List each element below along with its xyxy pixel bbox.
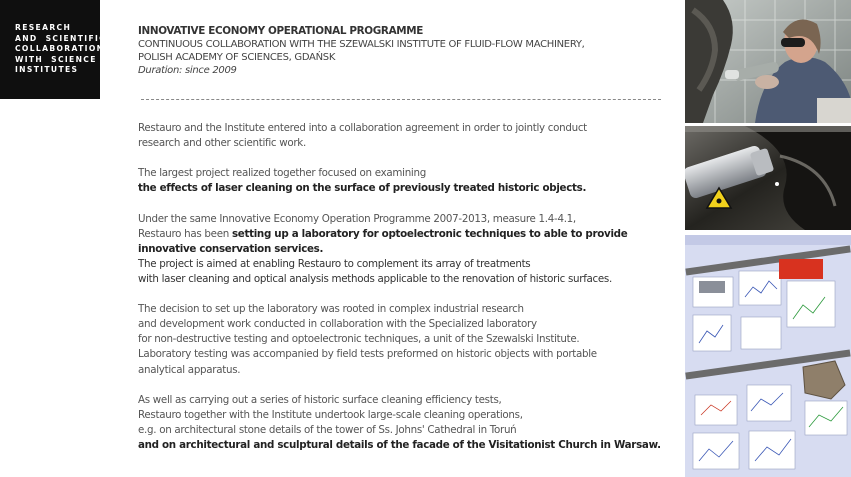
text-line xyxy=(138,227,678,242)
paragraph-laboratory xyxy=(138,212,678,287)
text-line: for non-destructive testing and optoelectronic techniques, a unit of the Szewalski Institute. xyxy=(138,333,580,346)
badge-line: COLLABORATION xyxy=(15,44,105,54)
text-line-bold: and on architectural and sculptural details of the facade of the Visitationist Church in Warsaw. xyxy=(138,438,661,451)
text-line: The largest project realized together focused on examining xyxy=(138,167,426,180)
dashed-divider xyxy=(141,99,661,100)
text-line-bold: the effects of laser cleaning on the surface of previously treated historic objects. xyxy=(138,182,587,195)
text-line: research and other scientific work. xyxy=(138,137,306,150)
badge-line: AND SCIENTIFIC xyxy=(15,33,107,43)
paragraph-cleaning-operations xyxy=(138,393,678,453)
programme-header xyxy=(138,25,678,77)
programme-subtitle-line2: POLISH ACADEMY OF SCIENCES, GDAŃSK xyxy=(138,52,336,63)
text-line: As well as carrying out a series of historic surface cleaning efficiency tests, xyxy=(138,393,502,406)
badge-line: RESEARCH xyxy=(15,23,72,32)
text-fragment-bold: setting up a laboratory for optoelectronic techniques to able to provide xyxy=(231,227,628,240)
text-line: The project is aimed at enabling Restauro to complement its array of treatments xyxy=(138,257,531,270)
text-line: analytical apparatus. xyxy=(138,363,241,376)
section-badge xyxy=(0,0,107,99)
badge-line: WITH SCIENCE xyxy=(15,54,97,64)
research-poster-illustration xyxy=(685,235,851,477)
text-line: The decision to set up the laboratory was rooted in complex industrial research xyxy=(138,303,524,316)
programme-subtitle-line1: CONTINUOUS COLLABORATION WITH THE SZEWALSKI INSTITUTE OF FLUID-FLOW MACHINERY, xyxy=(138,39,585,50)
badge-text xyxy=(15,23,107,76)
programme-title: INNOVATIVE ECONOMY OPERATIONAL PROGRAMME xyxy=(138,25,424,37)
laser-cleaning-illustration xyxy=(685,0,851,123)
badge-line: INSTITUTES xyxy=(15,65,79,75)
text-line-bold: innovative conservation services. xyxy=(138,242,324,255)
text-line: Laboratory testing was accompanied by field tests preformed on historic objects with portable xyxy=(138,348,597,361)
text-line: and development work conducted in collaboration with the Specialized laboratory xyxy=(138,318,537,331)
programme-duration: Duration: since 2009 xyxy=(138,65,237,76)
body-text xyxy=(138,121,678,468)
paragraph-decision xyxy=(138,302,678,377)
text-line: with laser cleaning and optical analysis methods applicable to the renovation of historic surfaces. xyxy=(138,272,612,285)
laser-head-illustration xyxy=(685,126,851,230)
laser-head-photo xyxy=(685,126,851,230)
text-line: Under the same Innovative Economy Operation Programme 2007-2013, measure 1.4-4.1, xyxy=(138,212,576,225)
text-line: Restauro and the Institute entered into a collaboration agreement in order to jointly conduct xyxy=(138,122,587,134)
research-poster-image xyxy=(685,235,851,477)
laser-cleaning-photo xyxy=(685,0,851,123)
text-line: Restauro together with the Institute undertook large-scale cleaning operations, xyxy=(138,408,523,421)
paragraph-intro xyxy=(138,121,678,151)
text-fragment: Restauro has been xyxy=(138,227,232,240)
paragraph-largest-project xyxy=(138,166,678,196)
text-line: e.g. on architectural stone details of the tower of Ss. Johns' Cathedral in Toruń xyxy=(138,423,517,436)
